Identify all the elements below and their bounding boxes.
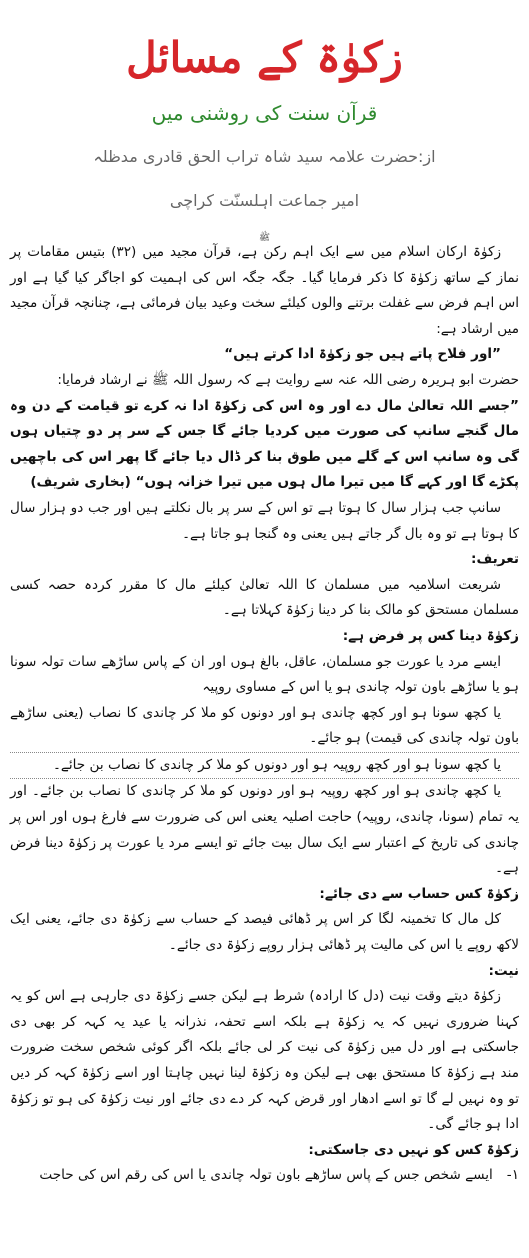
hadith-intro: حضرت ابو ہریرہ رضی اللہ عنہ سے روایت ہے کہ رسول اللہ ﷺ نے ارشاد فرمایا:: [57, 371, 519, 388]
paragraph-intention: زکوٰۃ دیتے وقت نیت (دل کا ارادہ) شرط ہے لیکن جسے زکوٰۃ دی جارہی ہے اس کو یہ کہنا ضروری نہیں کہ یہ زکوٰۃ ہے بلکہ اسے تحفہ، نذرانہ یا عید یہ کہہ کر بھی دی جاسکتی ہے اور دل میں زکوٰۃ کی نیت کر لی جائے بلکہ اگر کوئی شخص سخت ضرورت مند ہے زکوٰۃ کا مستحق بھی ہے لیکن وہ زکوٰۃ لینا نہیں چاہتا اور اسے زکوٰۃ کہہ کر دیں تو وہ نہیں لے گا تو اسے ادھار اور قرض کہہ کر دے دی جائے اور نیت زکوٰۃ کی ہو تو زکوٰۃ ادا ہو جائے گی۔: [10, 988, 519, 1133]
paragraph-snake: سانپ جب ہزار سال کا ہوتا ہے تو اس کے سر پر بال نکلتے ہیں اور جب دو ہزار سال کا ہوتا ہے تو وہ بال گر جاتے ہیں یعنی وہ گنجا ہو جاتا ہے۔: [10, 499, 519, 542]
heading-calculation: زکوٰۃ کس حساب سے دی جائے:: [319, 885, 519, 902]
author-role: امیر جماعت اہلسنّت کراچی: [169, 191, 360, 210]
document-body: [10, 240, 519, 1189]
paragraph-obligation: ایسے مرد یا عورت جو مسلمان، عاقل، بالغ ہوں اور ان کے پاس ساڑھے سات تولہ سونا ہو یا ساڑھے باون تولہ چاندی ہو یا اس کے مساوی روپیہ: [10, 653, 519, 696]
heading-ineligible: زکوٰۃ کس کو نہیں دی جاسکتی:: [308, 1141, 519, 1158]
hadith-quote: ”جسے اللہ تعالیٰ مال دے اور وہ اس کی زکوٰۃ ادا نہ کرے تو قیامت کے دن وہ مال گنجے سانپ کی صورت میں کردیا جائے گا جس کے سر پر دو چتیاں ہوں گی وہ سانپ اس کے گلے میں طوق بنا کر ڈال دیا جائے گا پھر اس کی باچھیں پکڑے گا اور کہے گا میں تیرا مال ہوں میں تیرا خزانہ ہوں“ (بخاری شریف): [10, 397, 519, 491]
paragraph-silver-cash: یا کچھ چاندی ہو اور کچھ روپیہ ہو اور دونوں کو ملا کر چاندی کا نصاب بن جائے۔ اور یہ تمام (سونا، چاندی، روپیہ) حاجت اصلیہ یعنی اس کی ضرورت سے فارغ ہوں اور اس پر چاندی کی تاریخ کے اعتبار سے ایک سال بیت جائے تو ایسے مرد یا عورت پر زکوٰۃ دینا فرض ہے۔: [10, 783, 519, 877]
list-item-number: ۱-: [506, 1167, 519, 1184]
list-item-text: ایسے شخص جس کے پاس ساڑھے باون تولہ چاندی یا اس کی رقم اس کی حاجت: [39, 1167, 493, 1184]
heading-intention: نیت:: [488, 962, 519, 979]
honorific-mark: ﷺ: [259, 233, 270, 243]
list-item: [10, 1163, 519, 1189]
heading-definition: تعریف:: [471, 551, 519, 568]
quran-quote: ”اور فلاح پاتے ہیں جو زکوٰۃ ادا کرتے ہیں“: [224, 346, 501, 363]
heading-obligation: زکوٰۃ دینا کس پر فرض ہے:: [342, 627, 519, 644]
document-subtitle: قرآن سنت کی روشنی میں: [151, 101, 378, 125]
document-title: زکوٰۃ کے مسائل: [126, 33, 403, 82]
author-line: از:حضرت علامہ سید شاہ تراب الحق قادری مدظلہ: [93, 147, 436, 166]
paragraph-gold-silver: یا کچھ سونا ہو اور کچھ چاندی ہو اور دونوں کو ملا کر چاندی کا نصاب (یعنی ساڑھے باون تولہ چاندی کی قیمت) ہو جائے۔: [10, 701, 519, 753]
paragraph-calculation: کل مال کا تخمینہ لگا کر اس پر ڈھائی فیصد کے حساب سے زکوٰۃ دی جائے، یعنی ایک لاکھ روپے یا اس کی مالیت پر ڈھائی ہزار روپے زکوٰۃ دی جائے۔: [10, 911, 519, 954]
paragraph-gold-cash: یا کچھ سونا ہو اور کچھ روپیہ ہو اور دونوں کو ملا کر چاندی کا نصاب بن جائے۔: [10, 753, 519, 780]
paragraph-intro: زکوٰۃ ارکان اسلام میں سے ایک اہم رکن ہے، قرآن مجید میں (۳۲) بتیس مقامات پر نماز کے ساتھ زکوٰۃ کا ذکر فرمایا گیا۔ جگہ جگہ اس کی اہمیت کو اجاگر کیا گیا ہے اور اس اہم فرض سے غفلت برتنے والوں کیلئے سخت وعید بیان فرمائی ہے، چنانچہ قرآن مجید میں ارشاد ہے:: [10, 244, 519, 337]
paragraph-definition: شریعت اسلامیہ میں مسلمان کا اللہ تعالیٰ کیلئے مال کا مقرر کردہ حصہ کسی مسلمان مستحق کو مالک بنا کر دینا زکوٰۃ کہلاتا ہے۔: [10, 576, 519, 619]
